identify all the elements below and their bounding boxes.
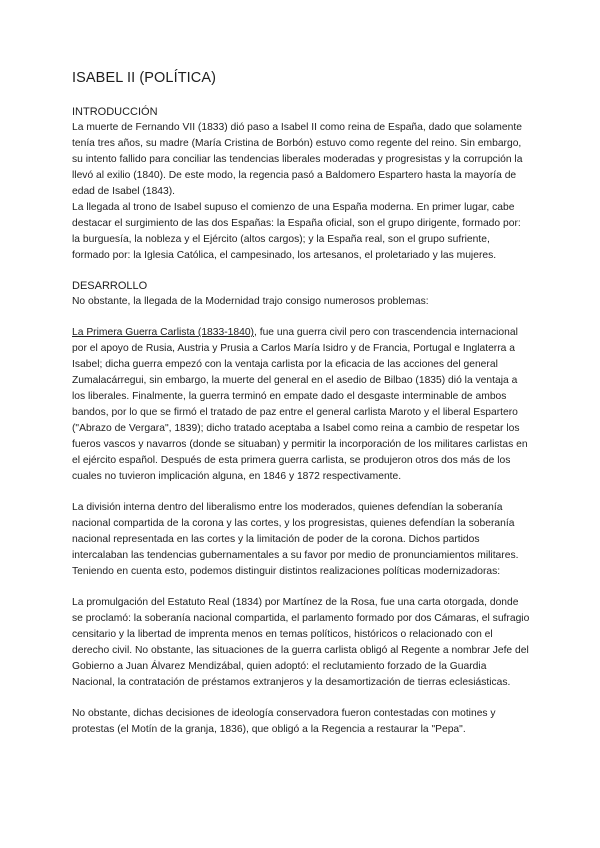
development-paragraph-3: La división interna dentro del liberalismo entre los moderados, quienes defendían la soberanía nacional compartida de la corona y las cortes, y los progresistas, quienes defendían la soberanía nacional representada en las cortes y la limitación de poder de la corona. Dichos partidos intercalaban las tendencias gubernamentales a su favor por medio de pronunciamientos militares. Teniendo en cuenta esto, podemos distinguir distintos realizaciones políticas modernizadoras: — [72, 502, 519, 577]
carlist-war-text: , fue una guerra civil pero con trascendencia internacional por el apoyo de Rusia, Austria y Prusia a Carlos María Isidro y de Francia, Portugal e Inglaterra a Isabel; dicha guerra empezó con la ventaja carlista por la eficacia de las acciones del general Zumalacárregui, sin embargo, la muerte del general en el asedio de Bilbao (1835) dió la ventaja a los liberales. Finalmente, la guerra terminó en empate dado el desgaste interminable de ambos bandos, por lo que se firmó el tratado de paz entre el general carlista Maroto y el liberal Espartero ("Abrazo de Vergara", 1839); dicho tratado aceptaba a Isabel como reina a cambio de respetar los fueros vascos y navarros (donde se situaban) y permitir la incorporación de los militares carlistas en el ejército español. Después de esta primera guerra carlista, se produjeron otros dos más de los cuales no tuvieron implicación alguna, en 1846 y 1872 respectivamente. — [72, 327, 528, 482]
carlist-war-heading: La Primera Guerra Carlista (1833-1840) — [72, 327, 254, 338]
development-heading: DESARROLLO — [72, 280, 148, 292]
intro-paragraph-1: La muerte de Fernando VII (1833) dió paso a Isabel II como reina de España, dado que solamente tenía tres años, su madre (María Cristina de Borbón) estuvo como regente del reino. Sin embargo, su intento fallido para conciliar las tendencias liberales moderadas y progresistas y la corrupción la llevó al exilio (1840). De este modo, la regencia pasó a Baldomero Espartero hasta la mayoría de edad de Isabel (1843). — [72, 122, 523, 197]
development-section — [72, 278, 530, 738]
intro-heading: INTRODUCCIÓN — [72, 106, 158, 118]
document-title: ISABEL II (POLÍTICA) — [72, 70, 217, 86]
development-paragraph-2 — [72, 325, 530, 485]
intro-paragraph-2: La llegada al trono de Isabel supuso el comienzo de una España moderna. En primer lugar, cabe destacar el surgimiento de las dos Españas: la España oficial, son el grupo dirigente, formado por: la burguesía, la nobleza y el Ejército (altos cargos); y la España real, son el grupo sufriente, formado por: la Iglesia Católica, el campesinado, los artesanos, el proletariado y las mujeres. — [72, 202, 521, 261]
development-paragraph-5: No obstante, dichas decisiones de ideología conservadora fueron contestadas con motines y protestas (el Motín de la granja, 1836), que obligó a la Regencia a restaurar la "Pepa". — [72, 708, 496, 735]
intro-section — [72, 104, 530, 264]
development-paragraph-4: La promulgación del Estatuto Real (1834) por Martínez de la Rosa, fue una carta otorgada, donde se proclamó: la soberanía nacional compartida, el parlamento formado por dos Cámaras, el sufragio censitario y la libertad de imprenta menos en temas políticos, históricos o relacionado con el derecho civil. No obstante, las situaciones de la guerra carlista obligó al Regente a nombrar Jefe del Gobierno a Juan Álvarez Mendizábal, quien adoptó: el reclutamiento forzado de la Guardia Nacional, la contratación de préstamos extranjeros y la desamortización de tierras eclesiásticas. — [72, 597, 530, 688]
development-paragraph-1: No obstante, la llegada de la Modernidad trajo consigo numerosos problemas: — [72, 296, 429, 307]
